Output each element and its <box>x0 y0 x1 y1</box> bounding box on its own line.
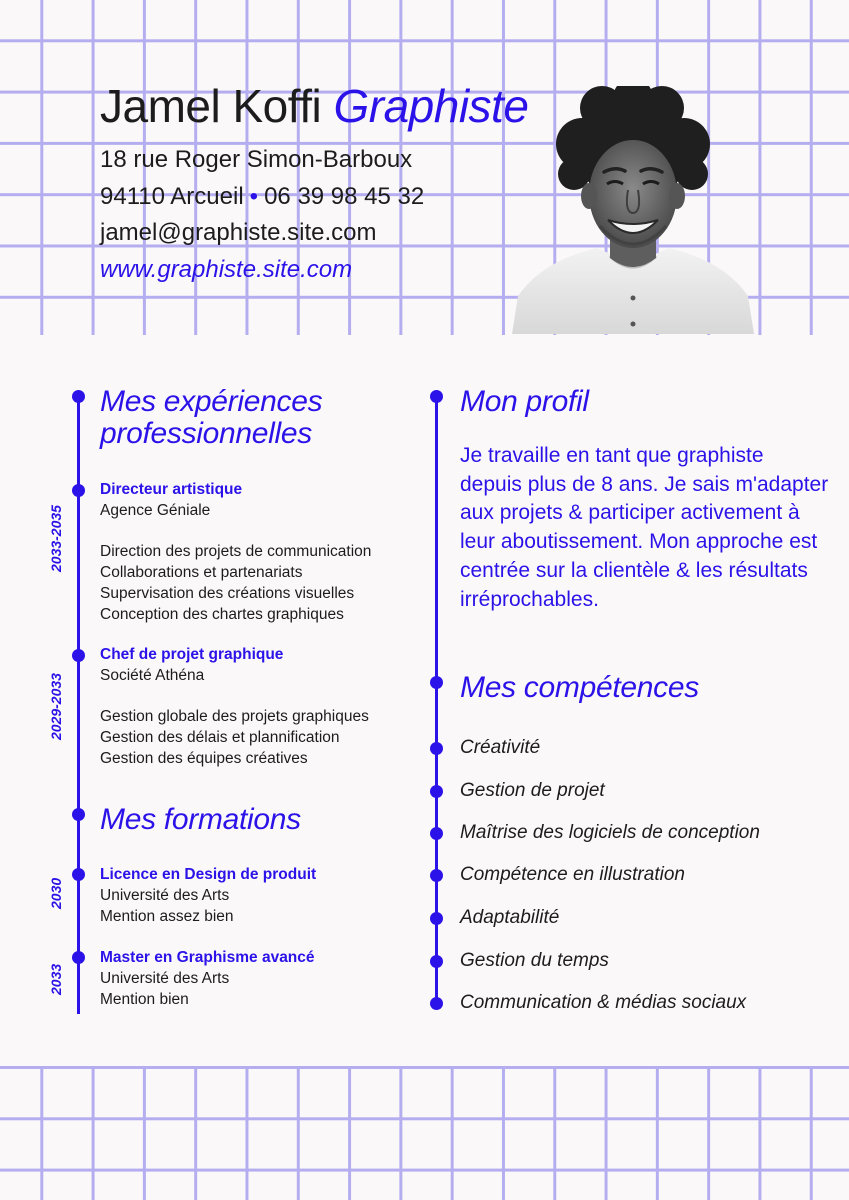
skill-item: Communication & médias sociaux <box>460 992 747 1013</box>
skill-item: Gestion du temps <box>460 950 609 971</box>
separator-dot: • <box>249 182 259 210</box>
skill-bullet <box>430 912 443 925</box>
job-title: Graphiste <box>333 80 529 132</box>
skill-bullet <box>430 997 443 1010</box>
experience-title-line1: Mes expériences <box>100 385 323 418</box>
city: 94110 Arcueil <box>100 182 244 210</box>
job-company: Société Athéna <box>100 666 205 684</box>
header <box>100 78 528 288</box>
phone: 06 39 98 45 32 <box>264 182 425 210</box>
timeline-node <box>430 390 443 403</box>
website: www.graphiste.site.com <box>100 255 353 283</box>
education-entry <box>100 948 315 1010</box>
skill-item: Compétence en illustration <box>460 864 685 885</box>
skill-bullet <box>430 869 443 882</box>
job-entry <box>100 645 369 770</box>
experience-title <box>100 386 322 450</box>
timeline-node <box>72 868 85 881</box>
name-line <box>100 78 528 134</box>
skill-item: Maîtrise des logiciels de conception <box>460 822 760 843</box>
experience-title-line2: professionnelles <box>100 417 312 450</box>
job-task: Direction des projets de communication <box>100 543 372 561</box>
job-years: 2029-2033 <box>48 673 64 740</box>
job-task: Gestion des délais et plannification <box>100 729 340 747</box>
school: Université des Arts <box>100 886 230 904</box>
job-role: Directeur artistique <box>100 481 243 498</box>
skills-title: Mes compétences <box>460 671 699 704</box>
job-task: Supervisation des créations visuelles <box>100 584 355 602</box>
profile-text: Je travaille en tant que graphiste depuis plus de 8 ans. Je sais m'adapter aux projets & participer activement à leur aboutissement. Mon approche est centrée sur la clientèle & les résultats irréprochables. <box>460 444 829 611</box>
education-entry <box>100 865 316 927</box>
job-role: Chef de projet graphique <box>100 646 284 663</box>
skill-bullet <box>430 785 443 798</box>
degree: Licence en Design de produit <box>100 866 317 883</box>
timeline-node <box>72 951 85 964</box>
address: 18 rue Roger Simon-Barboux <box>100 146 413 173</box>
skill-bullet <box>430 742 443 755</box>
job-entry <box>100 480 371 626</box>
skill-bullet <box>430 827 443 840</box>
job-company: Agence Géniale <box>100 501 211 519</box>
timeline-node <box>72 649 85 662</box>
email: jamel@graphiste.site.com <box>100 219 377 246</box>
mention: Mention assez bien <box>100 907 234 925</box>
education-year: 2033 <box>48 963 64 995</box>
timeline-node <box>72 484 85 497</box>
skill-item: Gestion de projet <box>460 780 605 801</box>
skill-item: Créativité <box>460 737 541 758</box>
education-title: Mes formations <box>100 803 301 836</box>
person-name: Jamel Koffi <box>100 80 322 132</box>
school: Université des Arts <box>100 969 230 987</box>
timeline-node <box>72 390 85 403</box>
profile-photo <box>512 86 754 334</box>
footer-grid-background <box>0 1066 849 1200</box>
timeline-node <box>430 676 443 689</box>
city-phone-line <box>100 179 528 216</box>
job-years: 2033-2035 <box>48 505 64 572</box>
mention: Mention bien <box>100 990 189 1008</box>
job-task: Collaborations et partenariats <box>100 564 303 582</box>
skill-bullet <box>430 955 443 968</box>
job-task: Conception des chartes graphiques <box>100 605 344 623</box>
degree: Master en Graphisme avancé <box>100 949 315 966</box>
profile-title: Mon profil <box>460 385 589 418</box>
timeline-node <box>72 808 85 821</box>
job-task: Gestion globale des projets graphiques <box>100 708 369 726</box>
job-task: Gestion des équipes créatives <box>100 749 308 767</box>
education-year: 2030 <box>48 877 64 909</box>
skill-item: Adaptabilité <box>460 907 560 928</box>
